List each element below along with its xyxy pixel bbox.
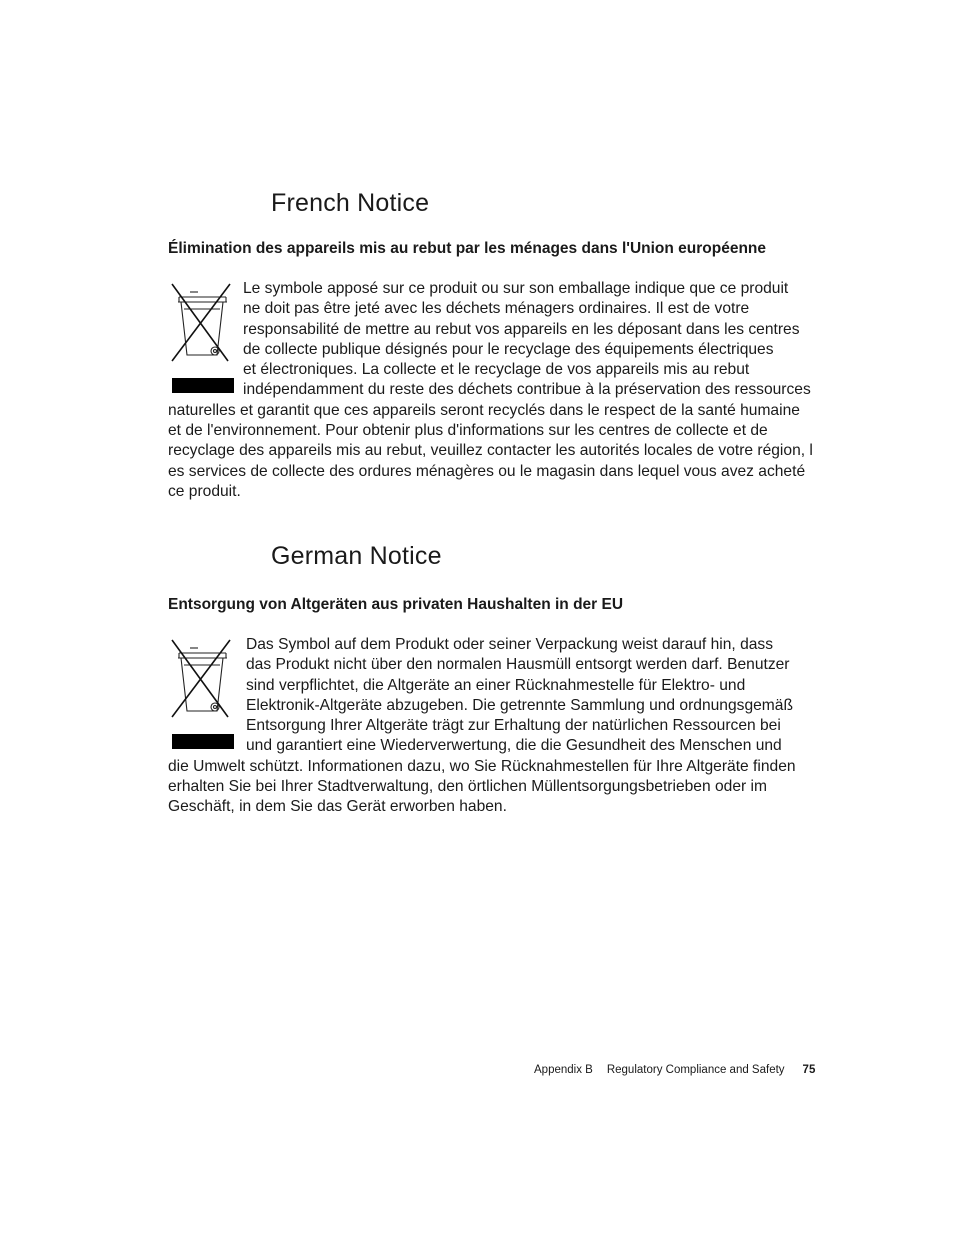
crossed-out-wheelie-bin-icon bbox=[168, 635, 238, 725]
page-number: 75 bbox=[802, 1064, 816, 1076]
footer-appendix: Appendix B bbox=[534, 1064, 593, 1076]
weee-symbol-german bbox=[168, 635, 246, 753]
weee-bar bbox=[172, 378, 234, 393]
french-notice-block bbox=[168, 279, 838, 502]
german-notice-body: Das Symbol auf dem Produkt oder seiner Verpackung weist darauf hin, dass das Produkt nicht über den normalen Hausmüll entsorgt werden darf. Benutzer sind verpflichtet, die Altgeräte an einer Rücknahmestelle für Elektro- und Elektronik-Altgeräte abzugeben. Die getrennte Sammlung und ordnungsgemäß Entsorgung Ihrer Altgeräte trägt zur Erhaltung der natürlichen Ressourcen bei und garantiert eine Wiederverwertung, die die Gesundheit des Menschen und die Umwelt schützt. Informationen dazu, wo Sie Rücknahmestellen für Ihre Altgeräte finden erhalten Sie bei Ihrer Stadtverwaltung, den örtlichen Müllentsorgungsbetrieben oder im Geschäft, in dem Sie das Gerät erworben haben. bbox=[168, 636, 796, 816]
weee-symbol-french bbox=[168, 279, 243, 397]
french-notice-title: French Notice bbox=[271, 189, 430, 217]
page-footer bbox=[534, 1064, 815, 1076]
german-notice-subtitle: Entsorgung von Altgeräten aus privaten Haushalten in der EU bbox=[168, 596, 624, 613]
french-notice-subtitle: Élimination des appareils mis au rebut par les ménages dans l'Union européenne bbox=[168, 240, 767, 257]
french-notice-body: Le symbole apposé sur ce produit ou sur son emballage indique que ce produit ne doit pas être jeté avec les déchets ménagers ordinaires. Il est de votre responsabilité de mettre au rebut vos appareils en les déposant dans les centres de collecte publique désignés pour le recyclage des équipements électriques et électroniques. La collecte et le recyclage de vos appareils mis au rebut indépendamment du reste des déchets contribue à la préservation des ressources naturelles et garantit que ces appareils seront recyclés dans le respect de la santé humaine et de l'environnement. Pour obtenir plus d'informations sur les centres de collecte et de recyclage des appareils mis au rebut, veuillez contacter les autorités locales de votre région, l es services de collecte des ordures ménagères ou le magasin dans lequel vous avez acheté ce produit. bbox=[168, 280, 813, 500]
german-notice-block bbox=[168, 635, 838, 818]
german-notice-title: German Notice bbox=[271, 542, 442, 570]
footer-chapter-title: Regulatory Compliance and Safety bbox=[606, 1064, 785, 1076]
weee-bar bbox=[172, 734, 234, 749]
crossed-out-wheelie-bin-icon bbox=[168, 279, 238, 369]
